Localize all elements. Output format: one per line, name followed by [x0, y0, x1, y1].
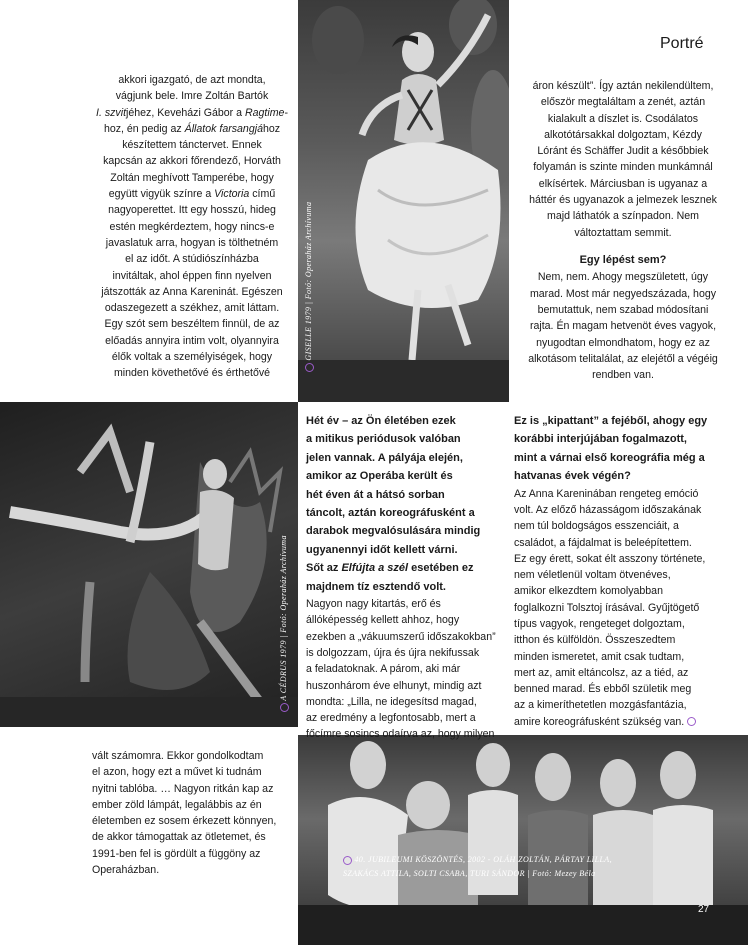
- text-line: volt. Az előző házasságom időszakának: [514, 503, 702, 516]
- text-line: nyitni tablóba. … Nagyon ritkán kap az: [92, 782, 274, 795]
- text-italic: Elfújta a szél: [341, 562, 409, 575]
- text-line: Ez egy érett, sokat élt asszony története,: [514, 552, 706, 565]
- text-italic: I. szvit: [96, 106, 127, 119]
- cedrus-illustration: [0, 402, 298, 727]
- interview-question: mint a várnai első koreográfia még a: [514, 451, 705, 464]
- text-line: amire koreográfusként szükség van.: [514, 714, 736, 730]
- text-line: Nem, nem. Ahogy megszületett, úgy: [537, 271, 709, 284]
- text-line: főcímre sosincs odaírva az, hogy milyen: [306, 728, 495, 741]
- cedrus-caption: A CÉDRUS 1979 | Fotó: Operaház Archívuma: [279, 535, 289, 712]
- text-line: az eredmény a legfontosabb, mert a: [306, 712, 476, 725]
- text-line: családot, a fájdalmat is beleépítettem.: [514, 536, 692, 549]
- column-1-top-text: [92, 72, 292, 382]
- column-1-bottom-text: [92, 748, 292, 878]
- interview-question: Egy lépést sem?: [579, 253, 667, 266]
- text-line: majd láthatók a színpadon. Nem: [547, 210, 699, 223]
- text-line: Nagyon nagy kitartás, erő és: [306, 598, 441, 611]
- text-line: de akkor támogattak az ötletemet, és: [92, 831, 266, 844]
- giselle-caption: GISELLE 1979 | Fotó: Operaház Archívuma: [304, 202, 314, 372]
- interview-question: hatvanas évek végén?: [514, 470, 631, 483]
- text-line: élők voltak a személyiségek, hogy: [111, 351, 273, 364]
- text-line: játszották az Anna Kareninát. Egészen: [101, 285, 283, 298]
- text-line: Operaházban.: [92, 864, 160, 877]
- interview-question: hét éven át a hátsó sorban: [306, 488, 445, 501]
- text-line: vágjunk bele. Imre Zoltán Bartók: [115, 90, 269, 103]
- interview-question: Sőt az Elfújta a szél esetében ez: [306, 562, 474, 575]
- caption-bullet-icon: [280, 703, 289, 712]
- text-line: foglalkozni Tolsztoj írásával. Gyűjtögető: [514, 601, 700, 614]
- text-line: odaszegezett a székhez, amit láttam.: [104, 302, 280, 315]
- text-line: elkísértek. Márciusban is ugyanaz a: [538, 177, 708, 190]
- jubilee-photo: [298, 735, 748, 945]
- text-line: nagyoperettet. Itt egy hosszú, hideg: [108, 204, 276, 217]
- interview-question: Hét év – az Ön életében ezek: [306, 415, 456, 427]
- text-line: 1991-ben fel is gördült a függöny az: [92, 847, 261, 860]
- text-italic: Állatok farsangjá: [184, 122, 263, 135]
- text-line: ezekben a „vákuumszerű időszakokban”: [306, 630, 496, 643]
- interview-question: darabok megvalósulására mindig: [306, 525, 481, 538]
- giselle-photo: [298, 0, 509, 402]
- end-mark-icon: [687, 717, 696, 726]
- text-line: előadás annyira intim volt, olyannyira: [105, 334, 279, 347]
- text-line: az a kimeríthetetlen mozgásfantázia,: [514, 699, 687, 712]
- text-line: először megtaláltam a zenét, aztán: [540, 96, 706, 109]
- text-line: is dolgozzam, újra és újra nekifussak: [306, 646, 480, 659]
- column-3-top-text: [512, 78, 734, 383]
- text-line: áron készült”. Így aztán nekilendültem,: [532, 80, 714, 92]
- text-line: kialakult a díszlet is. Csodálatos: [547, 112, 699, 125]
- text-line: alkotásom telitalálat, az elejétől a végéig: [528, 352, 718, 365]
- text-line: marad. Most már negyedszázada, hogy: [529, 287, 717, 300]
- interview-question: amikor az Operába került és: [306, 470, 453, 483]
- interview-question: jelen vannak. A pályája elején,: [306, 451, 463, 464]
- cedrus-photo: [0, 402, 298, 727]
- text-line: folyamán is szinte minden munkámnál: [533, 161, 713, 174]
- text-line: típus vagyok, rengeteget dolgoztam,: [514, 618, 685, 630]
- text-line: a feladatoknak. A párom, aki már: [306, 663, 461, 676]
- text-line: ember zöld lámpát, legalábbis az én: [92, 798, 262, 811]
- text-line: háttér és ugyanazok a jelmezek lesznek: [529, 194, 717, 207]
- interview-question: korábbi interjújában fogalmazott,: [514, 433, 687, 446]
- text-line: minden követhetővé és érthetővé: [113, 367, 271, 380]
- text-line: huszonhárom éve elhunyt, mindig azt: [306, 679, 482, 692]
- text-line: bemutattuk, nem szabad módosítani: [537, 303, 709, 316]
- text-line: Az Anna Kareninában rengeteg emóció: [514, 487, 699, 500]
- interview-question: majdnem tíz esztendő volt.: [306, 580, 446, 593]
- caption-bullet-icon: [343, 856, 352, 865]
- text-line: minden ismeretet, amit csak tudtam,: [514, 650, 685, 663]
- interview-question: táncolt, aztán koreográfusként a: [306, 507, 475, 520]
- text-line: el az időt. A stúdiószínházba: [125, 253, 259, 266]
- text-line: estén megkérdeztem, hogy nincs-e: [109, 220, 275, 233]
- section-title: Portré: [660, 35, 704, 52]
- interview-question: Ez is „kipattant” a fejéből, ahogy egy: [514, 415, 708, 427]
- text-italic: Ragtime: [245, 106, 285, 119]
- text-line: állóképesség kellett ahhoz, hogy: [306, 614, 460, 627]
- text-line: vált számomra. Ekkor gondolkodtam: [92, 750, 264, 762]
- text-line: itthon és külföldön. Összeszedtem: [514, 634, 676, 647]
- text-line: alkotótársakkal dolgoztam, Kézdy: [544, 128, 702, 141]
- text-line: mert az, amit eltáncolsz, az a tiéd, az: [514, 666, 689, 679]
- interview-question: ugyanennyi időt kellett várni.: [306, 543, 458, 556]
- text-line-mixed: hoz, én pedig az Állatok farsangjához: [103, 122, 281, 135]
- text-line: Zoltán meghívott Tamperébe, hogy: [110, 171, 274, 184]
- text-line: akkori igazgató, de azt mondta,: [118, 74, 266, 86]
- page-number: 27: [698, 904, 710, 915]
- giselle-illustration: [298, 0, 509, 402]
- text-italic: Victoria: [214, 188, 250, 201]
- text-line: invitáltak, ahol éppen finn nyelven: [112, 269, 272, 282]
- text-line: nem túl boldogságos esszenciáit, a: [514, 520, 679, 533]
- text-line: javaslatuk arra, hogyan is tölthetném: [105, 236, 279, 249]
- text-line: készítettem tánctervet. Ennek: [122, 139, 262, 152]
- text-line: benned marad. És ebből születik meg: [514, 683, 692, 696]
- text-line-mixed: I. szvitjéhez, Keveházi Gábor a Ragtime-: [96, 106, 288, 119]
- text-line: életemben ez sosem érkezett könnyen,: [92, 815, 277, 828]
- column-3-middle-text: [514, 412, 736, 730]
- text-line-mixed: együtt vigyük színre a Victoria című: [108, 188, 276, 201]
- text-line: Egy szót sem beszéltem finnül, de az: [104, 318, 280, 331]
- text-line: kapcsán az akkori főrendező, Horváth: [103, 155, 281, 168]
- caption-bullet-icon: [305, 363, 314, 372]
- column-2-middle-text: [306, 412, 502, 743]
- text-line: rendben van.: [592, 369, 654, 382]
- text-line: nem véletlenül voltam ötvenéves,: [514, 569, 671, 582]
- text-line: rajta. Én magam hetvenöt éves vagyok,: [529, 320, 717, 333]
- jubilee-caption: 40. JUBILEUMI KÖSZÖNTÉS, 2002 - OLÁH ZOLTÁN, PÁRTAY LILLA, SZAKÁCS ATTILA, SOLTI CSABA, TURI SÁNDOR | Fotó: Mezey Béla: [343, 855, 612, 878]
- interview-question: a mitikus periódusok valóban: [306, 433, 461, 446]
- text-line: nyugodtan elmondhatom, hogy ez az: [536, 336, 710, 349]
- text-line: Lóránt és Schäffer Judit a későbbiek: [537, 145, 709, 158]
- text-line: el azon, hogy ezt a művet ki tudnám: [92, 766, 262, 779]
- jubilee-illustration: [298, 735, 748, 945]
- text-line: amikor elkezdtem komolyabban: [514, 585, 663, 598]
- text-line: változtattam semmit.: [574, 226, 672, 239]
- text-line: mondta: „Lilla, ne idegesítsd magad,: [306, 695, 477, 708]
